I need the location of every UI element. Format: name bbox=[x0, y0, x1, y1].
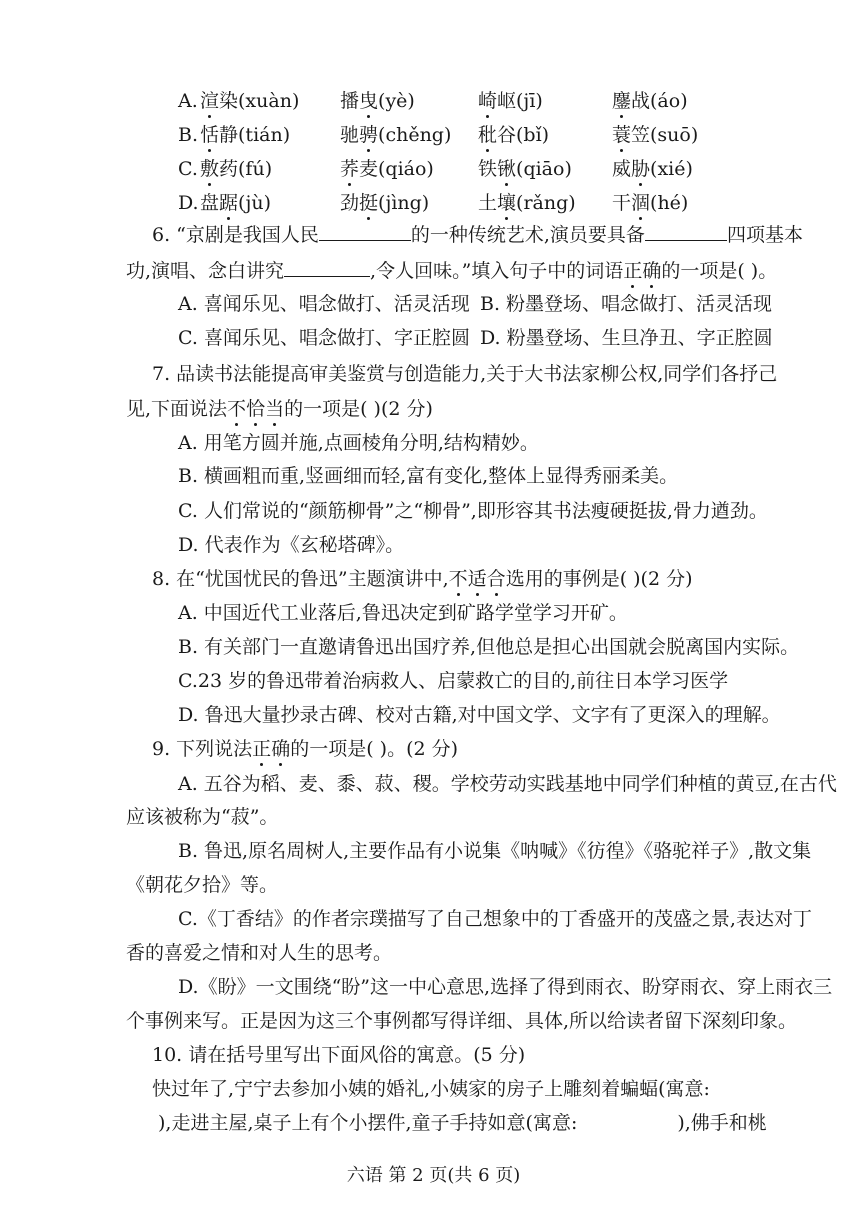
q5-word bbox=[612, 126, 698, 145]
q5-word-part: (rǎng) bbox=[516, 192, 576, 214]
q5-word bbox=[200, 194, 271, 213]
q8-option-b: B. 有关部门一直邀请鲁迅出国疗养,但他总是担心出国就会脱离国内实际。 bbox=[178, 636, 800, 658]
q5-word-part: 笠(suō) bbox=[631, 124, 699, 146]
emphasis-char: 恰 bbox=[246, 398, 266, 420]
q7-option-d: D. 代表作为《玄秘塔碑》。 bbox=[178, 534, 405, 556]
q9-line1 bbox=[152, 740, 458, 759]
emphasis-char: 敷 bbox=[200, 158, 220, 180]
q6-option-b: B. 粉墨登场、唱念做打、活灵活现 bbox=[480, 293, 773, 315]
q5-word-part: 战(áo) bbox=[631, 90, 688, 112]
q8-option-a: A. 中国近代工业落后,鲁迅决定到矿路学堂学习开矿。 bbox=[178, 602, 628, 624]
emphasis-char: 崎 bbox=[478, 90, 498, 112]
emphasis-char: 壤 bbox=[497, 192, 517, 214]
q6-text: 功,演唱、念白讲究 bbox=[126, 260, 285, 282]
q10-line1: 快过年了,宁宁去参加小姨的婚礼,小姨家的房子上雕刻着蝙蝠(寓意: bbox=[152, 1078, 710, 1100]
q10-title: 10. 请在括号里写出下面风俗的寓意。(5 分) bbox=[152, 1044, 526, 1066]
q5-word bbox=[200, 126, 290, 145]
q9-option-c-line1: C.《丁香结》的作者宗璞描写了自己想象中的丁香盛开的茂盛之景,表达对丁 bbox=[178, 908, 812, 930]
q8-option-c: C.23 岁的鲁迅带着治病救人、启蒙救亡的目的,前往日本学习医学 bbox=[178, 670, 729, 692]
emphasis-char: 踞 bbox=[219, 192, 239, 214]
q6-line1 bbox=[152, 226, 803, 245]
q5-word bbox=[340, 160, 434, 179]
q9-option-a-line2: 应该被称为“菽”。 bbox=[126, 806, 279, 828]
q5-word bbox=[612, 194, 688, 213]
emphasis-char: 恬 bbox=[200, 124, 220, 146]
q7-text: 的一项是( )(2 分) bbox=[284, 398, 433, 420]
q6-option-d: D. 粉墨登场、生旦净丑、字正腔圆 bbox=[480, 327, 773, 349]
emphasis-char: 鏖 bbox=[612, 90, 632, 112]
emphasis-char: 不 bbox=[448, 568, 468, 590]
q6-line2 bbox=[126, 262, 777, 281]
q8-option-d: D. 鲁迅大量抄录古碑、校对古籍,对中国文学、文字有了更深入的理解。 bbox=[178, 704, 781, 726]
q9-option-b-line2: 《朝花夕拾》等。 bbox=[126, 874, 279, 896]
q9-option-d-line2: 个事例来写。正是因为这三个事例都写得详细、具体,所以给读者留下深刻印象。 bbox=[126, 1010, 798, 1032]
q7-option-b: B. 横画粗而重,竖画细而轻,富有变化,整体上显得秀丽柔美。 bbox=[178, 465, 679, 487]
q5-option-label: C. bbox=[178, 158, 198, 180]
emphasis-char: 确 bbox=[271, 738, 291, 760]
emphasis-char: 不 bbox=[227, 398, 247, 420]
q7-text: 见,下面说法 bbox=[126, 398, 228, 420]
q6-option-c: C. 喜闻乐见、唱念做打、字正腔圆 bbox=[178, 327, 470, 349]
q5-word-part: 播 bbox=[340, 90, 360, 112]
q5-word-part: 驰 bbox=[340, 124, 360, 146]
q5-word-part: (hé) bbox=[650, 192, 689, 214]
q5-word-part: 盘 bbox=[200, 192, 220, 214]
emphasis-char: 正 bbox=[252, 738, 272, 760]
q5-word-part: (qiāo) bbox=[516, 158, 572, 180]
q5-word bbox=[340, 194, 429, 213]
emphasis-char: 挺 bbox=[359, 192, 379, 214]
emphasis-char: 骋 bbox=[359, 124, 379, 146]
emphasis-char: 当 bbox=[265, 398, 285, 420]
q8-line1 bbox=[152, 570, 693, 589]
q6-text: 6. “京剧是我国人民 bbox=[152, 224, 319, 246]
q5-option-label: A. bbox=[178, 90, 198, 112]
q5-word-part: 岖(jī) bbox=[497, 90, 543, 112]
q5-word-part: 干 bbox=[612, 192, 632, 214]
q5-word-part: 染(xuàn) bbox=[219, 90, 300, 112]
q5-word-part: (xié) bbox=[650, 158, 693, 180]
emphasis-char: 适 bbox=[467, 568, 487, 590]
q5-word-part: (yè) bbox=[378, 90, 415, 112]
q5-word bbox=[478, 160, 572, 179]
emphasis-char: 锹 bbox=[497, 158, 517, 180]
q5-word bbox=[200, 160, 272, 179]
q5-word bbox=[478, 92, 543, 111]
q5-word-part: 土 bbox=[478, 192, 498, 214]
emphasis-char: 渲 bbox=[200, 90, 220, 112]
q5-word-part: (jìng) bbox=[378, 192, 430, 214]
q6-text: 四项基本 bbox=[726, 224, 803, 246]
page-footer: 六语 第 2 页(共 6 页) bbox=[346, 1165, 521, 1186]
emphasis-char: 正 bbox=[623, 260, 643, 282]
q7-option-c: C. 人们常说的“颜筋柳骨”之“柳骨”,即形容其书法瘦硬挺拔,骨力遒劲。 bbox=[178, 500, 768, 522]
emphasis-char: 涸 bbox=[631, 192, 651, 214]
q10-line2 bbox=[158, 1114, 767, 1133]
q8-text: 8. 在“忧国忧民的鲁迅”主题演讲中, bbox=[152, 568, 449, 590]
q9-option-d-line1: D.《盼》一文围绕“盼”这一中心意思,选择了得到雨衣、盼穿雨衣、穿上雨衣三 bbox=[178, 976, 833, 998]
emphasis-char: 确 bbox=[642, 260, 662, 282]
q5-word bbox=[612, 160, 693, 179]
q8-text: 选用的事例是( )(2 分) bbox=[505, 568, 693, 590]
q5-word-part: 谷(bǐ) bbox=[497, 124, 550, 146]
q5-word-part: (chěng) bbox=[378, 124, 452, 146]
q5-word bbox=[340, 126, 451, 145]
emphasis-char: 曳 bbox=[359, 90, 379, 112]
emphasis-char: 合 bbox=[486, 568, 506, 590]
answer-blank bbox=[645, 226, 727, 241]
q5-word bbox=[340, 92, 415, 111]
q9-text: 的一项是( )。(2 分) bbox=[290, 738, 459, 760]
q5-word-part: 劲 bbox=[340, 192, 360, 214]
q6-text: 的一项是( )。 bbox=[661, 260, 778, 282]
q5-option-label: D. bbox=[178, 192, 199, 214]
emphasis-char: 蓑 bbox=[612, 124, 632, 146]
q5-word bbox=[478, 194, 576, 213]
q7-line1: 7. 品读书法能提高审美鉴赏与创造能力,关于大书法家柳公权,同学们各抒己 bbox=[152, 363, 778, 385]
q5-word bbox=[612, 92, 688, 111]
q5-word bbox=[200, 92, 299, 111]
q5-word-part: 药(fú) bbox=[219, 158, 273, 180]
q5-word-part: 麦(qiáo) bbox=[359, 158, 434, 180]
q5-option-label: B. bbox=[178, 124, 199, 146]
q7-line2 bbox=[126, 400, 433, 419]
q7-option-a: A. 用笔方圆并施,点画棱角分明,结构精妙。 bbox=[178, 432, 539, 454]
q5-word-part: 铁 bbox=[478, 158, 498, 180]
q9-option-b-line1: B. 鲁迅,原名周树人,主要作品有小说集《呐喊》《彷徨》《骆驼祥子》,散文集 bbox=[178, 840, 812, 862]
emphasis-char: 秕 bbox=[478, 124, 498, 146]
q6-text: 的一种传统艺术,演员要具备 bbox=[410, 224, 645, 246]
q5-word-part: (jù) bbox=[238, 192, 271, 214]
q9-text: 9. 下列说法 bbox=[152, 738, 253, 760]
q5-word-part: 威 bbox=[612, 158, 632, 180]
q10-text: ),走进主屋,桌子上有个小摆件,童子手持如意(寓意: bbox=[158, 1112, 578, 1134]
q6-option-a: A. 喜闻乐见、唱念做打、活灵活现 bbox=[178, 293, 470, 315]
emphasis-char: 荞 bbox=[340, 158, 360, 180]
answer-blank bbox=[319, 226, 411, 241]
q5-word bbox=[478, 126, 549, 145]
q10-text: ),佛手和桃 bbox=[677, 1112, 767, 1134]
q9-option-c-line2: 香的喜爱之情和对人生的思考。 bbox=[126, 942, 393, 964]
q9-option-a-line1: A. 五谷为稻、麦、黍、菽、稷。学校劳动实践基地中同学们种植的黄豆,在古代 bbox=[178, 773, 837, 795]
emphasis-char: 胁 bbox=[631, 158, 651, 180]
q6-text: ,令人回味。”填入句子中的词语 bbox=[370, 260, 624, 282]
q5-word-part: 静(tián) bbox=[219, 124, 291, 146]
answer-blank bbox=[284, 262, 370, 277]
